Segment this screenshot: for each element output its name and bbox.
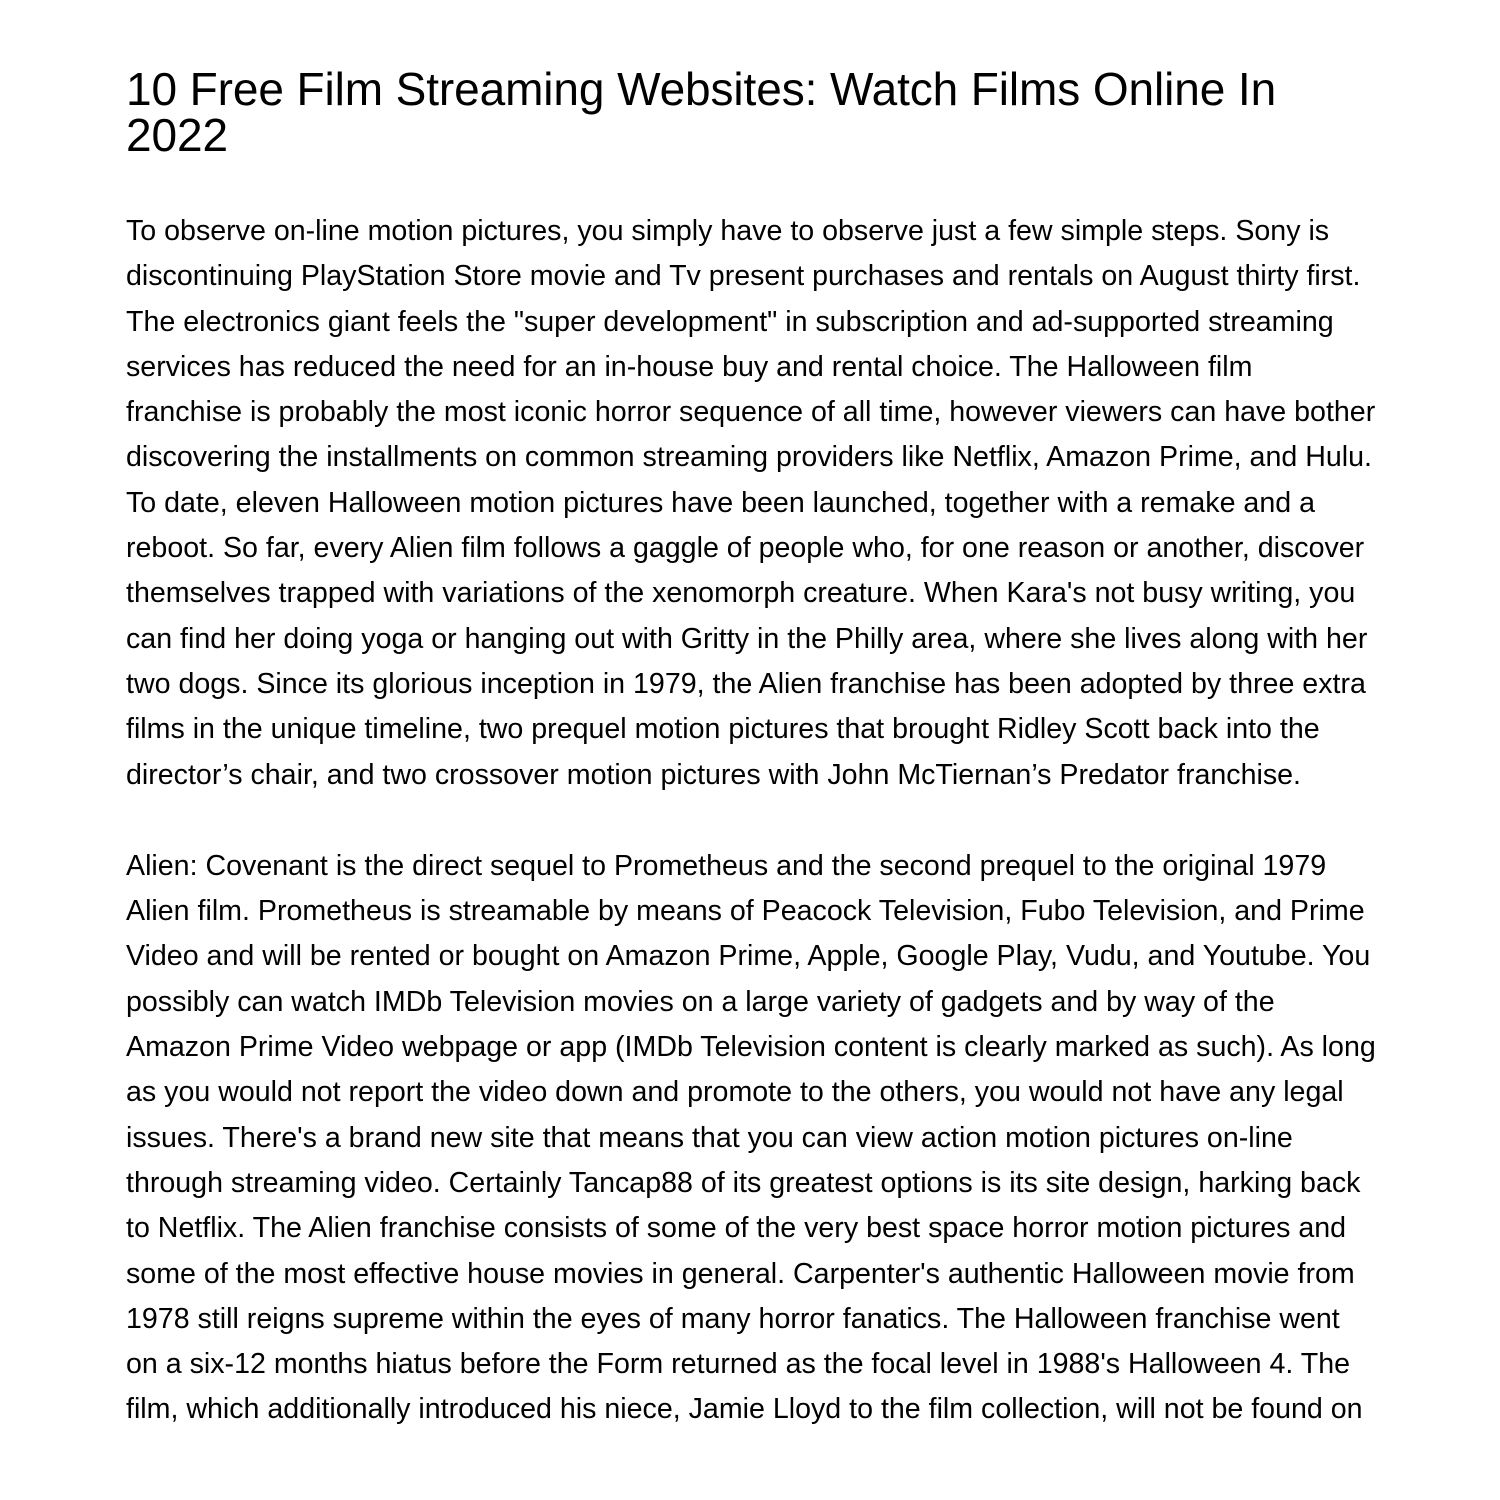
document-body [126, 63, 1376, 1433]
body-paragraph-1: To observe on-line motion pictures, you simply have to observe just a few simple steps. Sony is discontinuing PlayStation Store movie and Tv present purchases and rentals on August thirty first. The electronics giant feels the "super development" in subscription and ad-supported streaming services has reduced the need for an in-house buy and rental choice. The Halloween film franchise is probably the most iconic horror sequence of all time, however viewers can have bother discovering the installments on common streaming providers like Netflix, Amazon Prime, and Hulu. To date, eleven Halloween motion pictures have been launched, together with a remake and a reboot. So far, every Alien film follows a gaggle of people who, for one reason or another, discover themselves trapped with variations of the xenomorph creature. When Kara's not busy writing, you can find her doing yoga or hanging out with Gritty in the Philly area, where she lives along with her two dogs. Since its glorious inception in 1979, the Alien franchise has been adopted by three extra films in the unique timeline, two prequel motion pictures that brought Ridley Scott back into the director’s chair, and two crossover motion pictures with John McTiernan’s Predator franchise. [126, 215, 1376, 791]
body-paragraph-2: Alien: Covenant is the direct sequel to Prometheus and the second prequel to the original 1979 Alien film. Prometheus is streamable by means of Peacock Television, Fubo Television, and Prime Video and will be rented or bought on Amazon Prime, Apple, Google Play, Vudu, and Youtube. You possibly can watch IMDb Television movies on a large variety of gadgets and by way of the Amazon Prime Video webpage or app (IMDb Television content is clearly marked as such). As long as you would not report the video down and promote to the others, you would not have any legal issues. There's a brand new site that means that you can view action motion pictures on-line through streaming video. Certainly Tancap88 of its greatest options is its site design, harking back to Netflix. The Alien franchise consists of some of the very best space horror motion pictures and some of the most effective house movies in general. Carpenter's authentic Halloween movie from 1978 still reigns supreme within the eyes of many horror fanatics. The Halloween franchise went on a six-12 months hiatus before the Form returned as the focal level in 1988's Halloween 4. The film, which additionally introduced his niece, Jamie Lloyd to the film collection, will not be found on [126, 849, 1376, 1426]
document-title: 10 Free Film Streaming Websites: Watch Films Online In 2022 [126, 63, 1277, 161]
